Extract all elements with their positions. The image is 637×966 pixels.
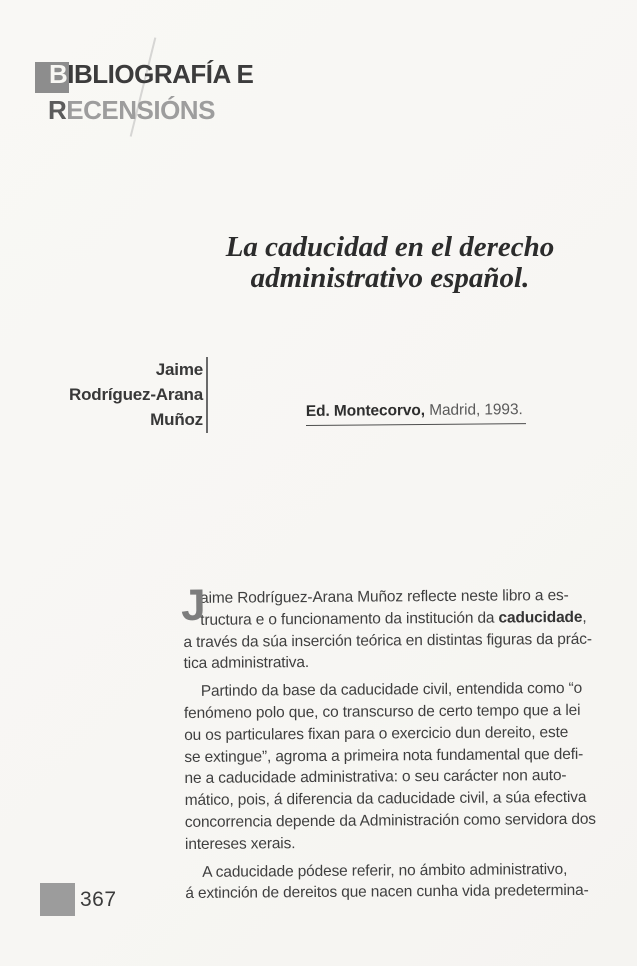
header-initial-r: R xyxy=(48,95,67,125)
author-line: Muñoz xyxy=(150,410,203,429)
text-line xyxy=(183,628,609,653)
text-line: ou os particulares fixan para o exercicio dun dereito, este xyxy=(184,723,569,744)
header-line2-rest: ECENSIÓNS xyxy=(66,95,215,125)
dropcap: J xyxy=(180,580,206,631)
paragraph xyxy=(184,678,611,856)
text-line: á extinción de dereitos que nacen cunha vida predetermina- xyxy=(185,882,589,903)
footer-square xyxy=(40,883,75,916)
paragraph xyxy=(185,858,611,905)
header-line2 xyxy=(35,95,253,125)
text-segment: , xyxy=(582,608,587,626)
author-name xyxy=(40,357,203,432)
book-title xyxy=(160,232,620,294)
text-line: concorrencia depende da Administración como servidora dos xyxy=(184,810,596,831)
header-line1 xyxy=(35,59,253,89)
text-segment: a través da súa inserción teórica en distintas figuras da prác- xyxy=(183,630,592,651)
author-line: Jaime xyxy=(155,360,203,379)
paragraph xyxy=(180,580,610,676)
text-line: fenómeno polo que, co transcurso de certo tempo que a lei xyxy=(183,701,581,722)
page-number: 367 xyxy=(80,888,117,911)
highlighted-term: caducidade xyxy=(498,608,583,627)
text-segment: tica administrativa. xyxy=(183,654,310,673)
book-title-line2: administrativo español. xyxy=(250,262,530,294)
header-line1-rest: IBLIOGRAFÍA E xyxy=(67,59,254,89)
publisher-name: Ed. Montecorvo, xyxy=(305,401,426,421)
author-line: Rodríguez-Arana xyxy=(69,385,203,404)
text-line xyxy=(183,585,609,610)
text-line xyxy=(183,606,609,631)
review-text xyxy=(180,580,611,905)
text-segment: tructura e o funcionamento da institución da xyxy=(200,609,499,629)
vertical-divider xyxy=(206,357,208,433)
publisher-city-year: Madrid, 1993. xyxy=(424,401,523,419)
text-line: intereses xerais. xyxy=(184,834,296,853)
text-line: mático, pois, á diferencia da caducidade civil, a súa efectiva xyxy=(184,789,587,810)
section-header xyxy=(35,59,253,125)
text-line: A caducidade pódese referir, no ámbito administrativo, xyxy=(202,860,568,881)
header-initial-b: B xyxy=(49,59,68,89)
publisher-line xyxy=(306,400,526,426)
text-line: se extingue”, agroma a primeira nota fundamental que defi- xyxy=(184,745,584,766)
text-line: ne a caducidade administrativa: o seu carácter non auto- xyxy=(184,767,567,788)
book-title-line1: La caducidad en el derecho xyxy=(225,231,555,263)
text-segment: aime Rodríguez-Arana Muñoz reflecte neste libro a es- xyxy=(200,586,569,607)
text-line: Partindo da base da caducidade civil, entendida como “o xyxy=(200,680,583,701)
text-line xyxy=(184,650,610,675)
